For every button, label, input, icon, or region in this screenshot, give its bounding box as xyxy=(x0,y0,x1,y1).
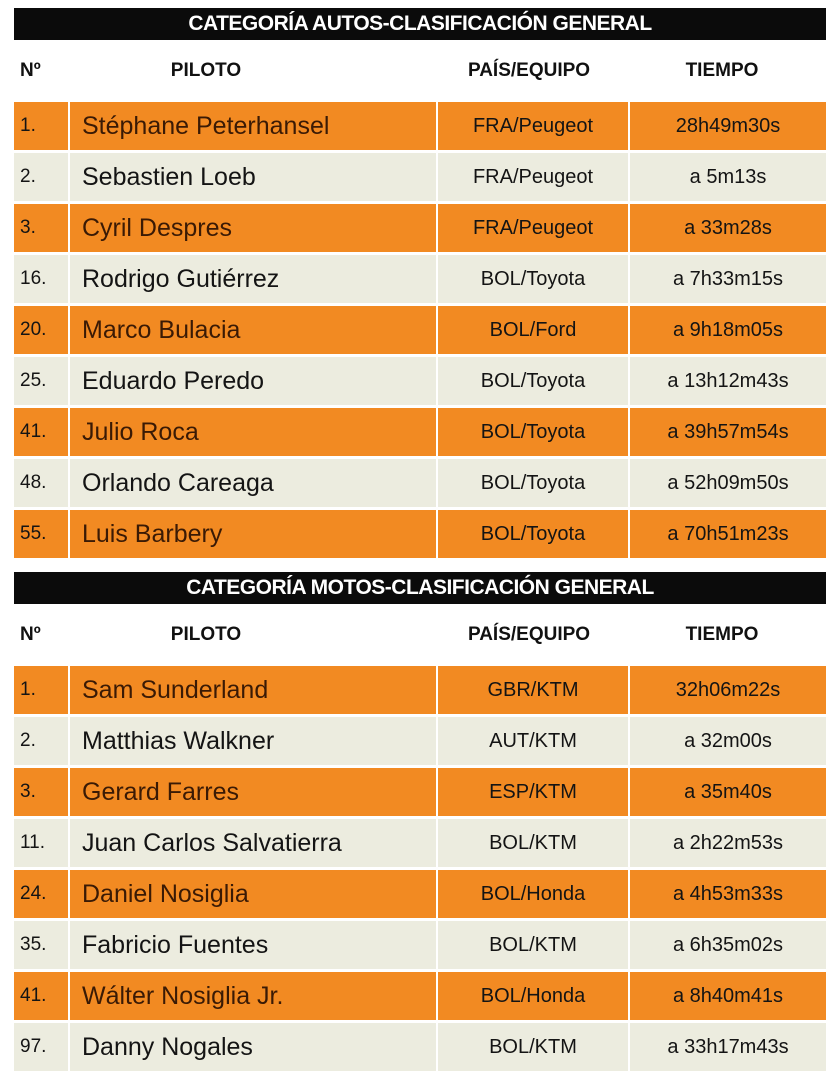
header-time: TIEMPO xyxy=(685,624,759,645)
row-time: a 6h35m02s xyxy=(630,921,826,969)
row-pilot: Gerard Farres xyxy=(70,768,436,816)
row-pilot: Wálter Nosiglia Jr. xyxy=(70,972,436,1020)
table-row xyxy=(14,459,826,507)
row-num: 41. xyxy=(14,972,68,1020)
table-row xyxy=(14,717,826,765)
header-num: Nº xyxy=(20,60,41,81)
row-num: 11. xyxy=(14,819,68,867)
table-row xyxy=(14,510,826,558)
row-time: a 4h53m33s xyxy=(630,870,826,918)
row-pilot: Rodrigo Gutiérrez xyxy=(70,255,436,303)
row-team: BOL/KTM xyxy=(438,921,628,969)
row-num: 55. xyxy=(14,510,68,558)
table-row xyxy=(14,921,826,969)
row-pilot: Eduardo Peredo xyxy=(70,357,436,405)
row-team: BOL/Toyota xyxy=(438,459,628,507)
header-team: PAÍS/EQUIPO xyxy=(467,60,591,81)
table-row xyxy=(14,972,826,1020)
table-row xyxy=(14,306,826,354)
row-pilot: Juan Carlos Salvatierra xyxy=(70,819,436,867)
row-time: a 33h17m43s xyxy=(630,1023,826,1071)
row-pilot: Danny Nogales xyxy=(70,1023,436,1071)
table-row xyxy=(14,666,826,714)
header-time: TIEMPO xyxy=(685,60,759,81)
row-team: BOL/Toyota xyxy=(438,255,628,303)
row-team: FRA/Peugeot xyxy=(438,204,628,252)
motos-header-row xyxy=(14,604,826,666)
row-time: a 70h51m23s xyxy=(630,510,826,558)
row-pilot: Cyril Despres xyxy=(70,204,436,252)
row-time: a 32m00s xyxy=(630,717,826,765)
row-time: a 8h40m41s xyxy=(630,972,826,1020)
table-row xyxy=(14,204,826,252)
row-time: a 13h12m43s xyxy=(630,357,826,405)
row-num: 24. xyxy=(14,870,68,918)
row-num: 1. xyxy=(14,666,68,714)
row-team: GBR/KTM xyxy=(438,666,628,714)
table-row xyxy=(14,357,826,405)
header-pilot: PILOTO xyxy=(170,60,242,81)
row-time: a 33m28s xyxy=(630,204,826,252)
row-team: BOL/KTM xyxy=(438,819,628,867)
row-team: FRA/Peugeot xyxy=(438,102,628,150)
motos-rows xyxy=(14,666,826,1071)
row-num: 25. xyxy=(14,357,68,405)
row-pilot: Julio Roca xyxy=(70,408,436,456)
header-pilot: PILOTO xyxy=(170,624,242,645)
table-row xyxy=(14,1023,826,1071)
row-num: 3. xyxy=(14,204,68,252)
row-team: BOL/Honda xyxy=(438,972,628,1020)
row-time: a 9h18m05s xyxy=(630,306,826,354)
table-row xyxy=(14,255,826,303)
row-pilot: Luis Barbery xyxy=(70,510,436,558)
row-pilot: Daniel Nosiglia xyxy=(70,870,436,918)
row-time: 32h06m22s xyxy=(630,666,826,714)
row-num: 41. xyxy=(14,408,68,456)
row-pilot: Sam Sunderland xyxy=(70,666,436,714)
table-row xyxy=(14,408,826,456)
row-team: BOL/KTM xyxy=(438,1023,628,1071)
row-pilot: Orlando Careaga xyxy=(70,459,436,507)
row-time: a 7h33m15s xyxy=(630,255,826,303)
row-num: 48. xyxy=(14,459,68,507)
row-team: BOL/Toyota xyxy=(438,408,628,456)
autos-section xyxy=(14,8,826,558)
row-team: BOL/Toyota xyxy=(438,510,628,558)
row-pilot: Sebastien Loeb xyxy=(70,153,436,201)
row-num: 16. xyxy=(14,255,68,303)
row-num: 2. xyxy=(14,717,68,765)
row-num: 2. xyxy=(14,153,68,201)
row-time: a 35m40s xyxy=(630,768,826,816)
row-time: a 39h57m54s xyxy=(630,408,826,456)
row-num: 97. xyxy=(14,1023,68,1071)
table-row xyxy=(14,768,826,816)
motos-section xyxy=(14,572,826,1071)
row-team: BOL/Ford xyxy=(438,306,628,354)
row-team: FRA/Peugeot xyxy=(438,153,628,201)
table-row xyxy=(14,102,826,150)
row-team: AUT/KTM xyxy=(438,717,628,765)
row-time: 28h49m30s xyxy=(630,102,826,150)
row-time: a 5m13s xyxy=(630,153,826,201)
row-team: BOL/Toyota xyxy=(438,357,628,405)
motos-title: CATEGORÍA MOTOS-CLASIFICACIÓN GENERAL xyxy=(14,572,826,604)
header-num: Nº xyxy=(20,624,41,645)
table-row xyxy=(14,153,826,201)
table-row xyxy=(14,870,826,918)
row-num: 20. xyxy=(14,306,68,354)
table-row xyxy=(14,819,826,867)
row-time: a 2h22m53s xyxy=(630,819,826,867)
autos-title: CATEGORÍA AUTOS-CLASIFICACIÓN GENERAL xyxy=(14,8,826,40)
row-num: 3. xyxy=(14,768,68,816)
row-num: 1. xyxy=(14,102,68,150)
row-time: a 52h09m50s xyxy=(630,459,826,507)
autos-header-row xyxy=(14,40,826,102)
row-pilot: Matthias Walkner xyxy=(70,717,436,765)
autos-rows xyxy=(14,102,826,558)
row-team: BOL/Honda xyxy=(438,870,628,918)
header-team: PAÍS/EQUIPO xyxy=(467,624,591,645)
row-num: 35. xyxy=(14,921,68,969)
row-pilot: Marco Bulacia xyxy=(70,306,436,354)
row-pilot: Stéphane Peterhansel xyxy=(70,102,436,150)
row-pilot: Fabricio Fuentes xyxy=(70,921,436,969)
row-team: ESP/KTM xyxy=(438,768,628,816)
